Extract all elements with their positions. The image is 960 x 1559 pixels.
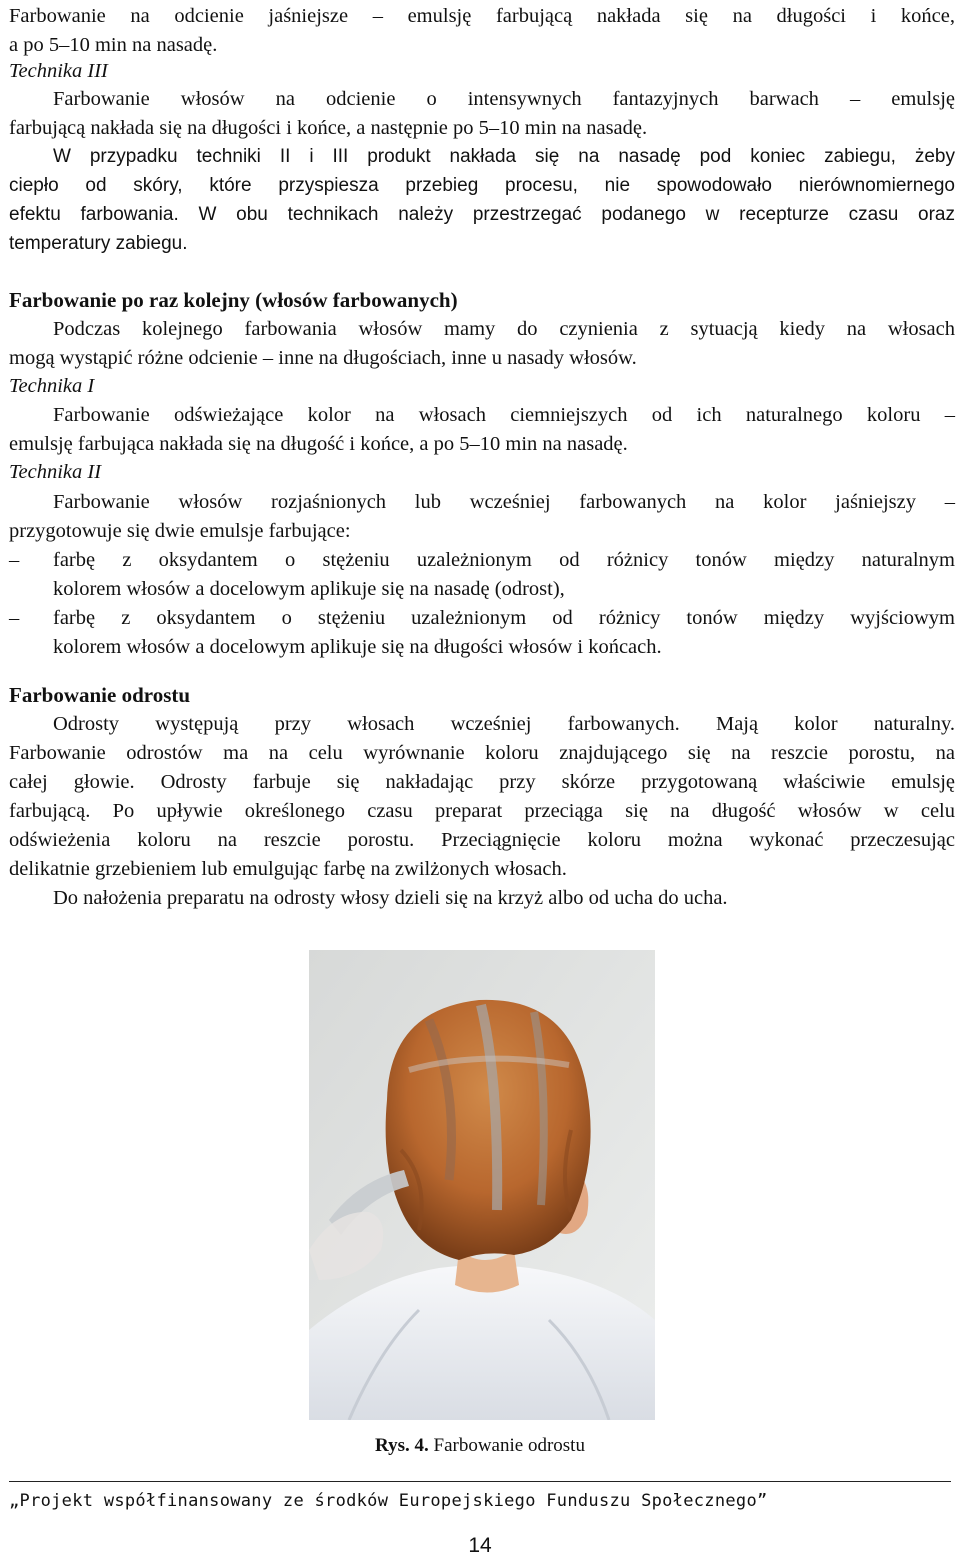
list-item: farbę z oksydantem o stężeniu uzależnionym od różnicy tonów między naturalnym — [53, 549, 955, 571]
footer-divider — [9, 1481, 951, 1482]
list-bullet: – — [9, 549, 20, 571]
paragraph-line: Farbowanie włosów na odcienie o intensywnych fantazyjnych barwach – emulsję — [53, 88, 955, 110]
paragraph-line: Farbowanie włosów rozjaśnionych lub wcześniej farbowanych na kolor jaśniejszy – — [53, 491, 955, 513]
page-number: 14 — [468, 1534, 492, 1557]
list-item: kolorem włosów a docelowym aplikuje się na nasadę (odrost), — [53, 578, 565, 600]
figure-caption — [0, 1434, 960, 1458]
paragraph-line: Farbowanie odrostów ma na celu wyrównanie koloru znajdującego się na reszcie porostu, na — [9, 742, 955, 764]
footer-project-note: „Projekt współfinansowany ze środków Europejskiego Funduszu Społecznego” — [9, 1491, 768, 1511]
caption-label: Rys. 4. — [375, 1435, 429, 1456]
paragraph-line: Farbowanie na odcienie jaśniejsze – emulsję farbującą nakłada się na długości i końce, — [9, 5, 955, 27]
paragraph-line: Do nałożenia preparatu na odrosty włosy dzieli się na krzyż albo od ucha do ucha. — [53, 887, 728, 909]
paragraph-line: a po 5–10 min na nasadę. — [9, 34, 218, 56]
section-label: Technika III — [9, 60, 108, 82]
list-item: kolorem włosów a docelowym aplikuje się na długości włosów i końcach. — [53, 636, 662, 658]
section-label: Technika II — [9, 461, 102, 483]
paragraph-line: Podczas kolejnego farbowania włosów mamy do czynienia z sytuacją kiedy na włosach — [53, 318, 955, 340]
paragraph-line: mogą wystąpić różne odcienie – inne na długościach, inne u nasady włosów. — [9, 347, 637, 369]
paragraph-line: farbującą nakłada się na długości i końce, a następnie po 5–10 min na nasadę. — [9, 117, 648, 139]
hair-coloring-photo — [309, 950, 655, 1420]
paragraph-line: odświeżenia koloru na reszcie porostu. Przeciągnięcie koloru można wykonać przeczesując — [9, 829, 955, 851]
list-bullet: – — [9, 607, 20, 629]
list-item: farbę z oksydantem o stężeniu uzależnionym od różnicy tonów między wyjściowym — [53, 607, 955, 629]
section-heading: Farbowanie po raz kolejny (włosów farbowanych) — [9, 288, 458, 312]
paragraph-line: W przypadku techniki II i III produkt nakłada się na nasadę pod koniec zabiegu, żeby — [53, 146, 955, 167]
paragraph-line: całej głowie. Odrosty farbuje się nakładając przy skórze przygotowaną właściwie emulsję — [9, 771, 955, 793]
section-label: Technika I — [9, 375, 95, 397]
paragraph-line: efektu farbowania. W obu technikach należy przestrzegać podanego w recepturze czasu oraz — [9, 204, 955, 225]
paragraph-line: temperatury zabiegu. — [9, 233, 188, 254]
paragraph-line: ciepło od skóry, które przyspiesza przebieg procesu, nie spowodowało nierównomiernego — [9, 175, 955, 196]
paragraph-line: farbującą. Po upływie określonego czasu preparat przeciąga się na długość włosów w celu — [9, 800, 955, 822]
paragraph-line: Farbowanie odświeżające kolor na włosach ciemniejszych od ich naturalnego koloru – — [53, 404, 955, 426]
paragraph-line: Odrosty występują przy włosach wcześniej farbowanych. Mają kolor naturalny. — [53, 713, 955, 735]
paragraph-line: przygotowuje się dwie emulsje farbujące: — [9, 520, 351, 542]
paragraph-line: delikatnie grzebieniem lub emulgując farbę na zwilżonych włosach. — [9, 858, 567, 880]
section-heading: Farbowanie odrostu — [9, 683, 191, 707]
caption-text: Farbowanie odrostu — [428, 1435, 585, 1456]
paragraph-line: emulsję farbująca nakłada się na długość i końce, a po 5–10 min na nasadę. — [9, 433, 628, 455]
